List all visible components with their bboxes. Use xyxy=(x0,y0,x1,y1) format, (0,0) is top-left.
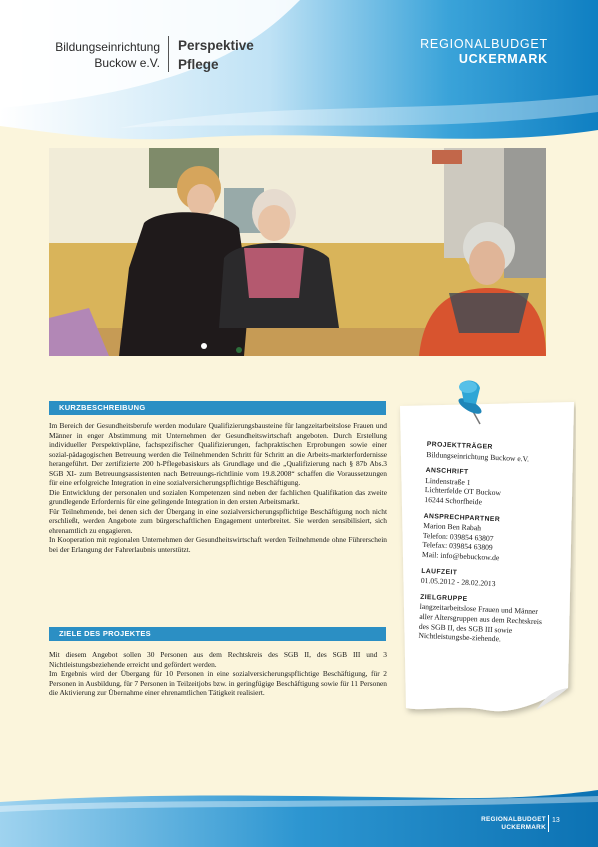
goals-paragraph-2: Im Ergebnis wird der Übergang für 10 Personen in eine sozialversicherungspflichtige Beschäftigung, für 2 Personen in Ausbildung, für 7 Personen in Teilzeitjobs bzw. in geringfügige Beschäftigung sowie für 11 Personen die Aktivierung zur Übernahme einer ehrenamtlichen Tätigkeit realisiert. xyxy=(49,669,387,697)
address-line-1: Lindenstraße 1 xyxy=(425,475,471,487)
project-title xyxy=(178,36,254,74)
contact-mail[interactable]: Mail: info@bebuckow.de xyxy=(421,549,500,563)
target-value: langzeitarbeitslose Frauen und Männer aller Altersgruppen aus dem Rechtskreis des SGB II, des SGB III sowie Nichtleistungsbe-ziehende. xyxy=(418,602,543,644)
organization-name xyxy=(55,39,160,71)
goals-text xyxy=(49,650,387,698)
carrier-value: Bildungseinrichtung Buckow e.V. xyxy=(426,449,530,464)
footer-brand-line-2: UCKERMARK xyxy=(501,824,546,831)
header-divider xyxy=(168,36,169,72)
summary-paragraph-3: Für Teilnehmende, bei denen sich der Übergang in eine sozialversicherungspflichtige Beschäftigung noch nicht erschließt, werden Angebote zum bürgerschaftlichen Engagement unterbreitet. Sie werden sensibilisiert, sich ehrenamtlich zu engagieren. xyxy=(49,506,387,535)
brand-line-2: UCKERMARK xyxy=(458,52,548,66)
term-label: LAUFZEIT xyxy=(421,567,458,576)
summary-heading: KURZBESCHREIBUNG xyxy=(49,401,386,415)
project-info xyxy=(418,440,557,646)
header-wave-background xyxy=(0,0,598,150)
contact-phone: Telefon: 039854 63807 xyxy=(422,530,494,543)
page-number: 13 xyxy=(552,817,560,824)
address-line-3: 16244 Schorfheide xyxy=(424,494,483,507)
contact-fax: Telefax: 039854 63809 xyxy=(422,540,493,553)
goals-heading: ZIELE DES PROJEKTES xyxy=(49,627,386,641)
address-label: ANSCHRIFT xyxy=(425,467,469,477)
project-photo xyxy=(49,148,546,356)
title-line-1: Perspektive xyxy=(178,38,254,53)
contact-label: ANSPRECHPARTNER xyxy=(423,512,501,523)
org-line-2: Buckow e.V. xyxy=(94,56,160,70)
address-line-2: Lichterfelde OT Buckow xyxy=(424,485,502,498)
term-value: 01.05.2012 - 28.02.2013 xyxy=(420,575,496,589)
summary-paragraph-1: Im Bereich der Gesundheitsberufe werden modulare Qualifizierungsbausteine für langzeitarbeitslose Frauen und Männer in enger Abstimmung mit Unternehmen der Gesundheitswirtschaft angeboten. Durch Erstellung individueller Perspektivpläne, fachspezifischer Qualifizierungen, fachpraktischen Erprobungen sowie einer sozial-pädagogischen Betreuung werden die Teilnehmenden Schritt für Schritt an die Arbeits-markterfordernisse herangeführt. Der zertifizierte 200 h-Pflegebasiskurs als Grundlage und die „Qualifizierung nach § 87b Abs.3 SGB XI- zum Betreuungsassistenten nach Betreuungs-richtlinie vom 19.8.2008“ schaffen die Voraussetzungen für eine erfolgreiche Integration in eine sozialversicherungspflichtige Beschäftigung. xyxy=(49,421,387,487)
footer-brand xyxy=(481,816,546,832)
footer-divider xyxy=(548,815,549,832)
summary-paragraph-2: Die Entwicklung der personalen und sozialen Kompetenzen sind neben der fachlichen Qualifikation das zweite grundlegende Erfordernis für eine gelingende Integration in den ersten Arbeitsmarkt. xyxy=(49,487,387,506)
brand-line-1: REGIONALBUDGET xyxy=(420,37,548,51)
summary-paragraph-4: In Kooperation mit regionalen Unternehmen der Gesundheitswirtschaft werden Teilnehmende ohne Führerschein bei der Erlangung der Fahrerlaubnis unterstützt. xyxy=(49,535,387,554)
org-line-1: Bildungseinrichtung xyxy=(55,40,160,54)
pushpin-icon xyxy=(450,378,500,428)
brand-logo xyxy=(420,37,548,67)
goals-paragraph-1: Mit diesem Angebot sollen 30 Personen aus dem Rechtskreis des SGB II, des SGB III und 3 Nichtleistungsbeziehende erreicht und gefördert werden. xyxy=(49,650,387,669)
summary-text xyxy=(49,421,387,554)
carrier-label: PROJEKTTRÄGER xyxy=(426,440,493,451)
target-label: ZIELGRUPPE xyxy=(419,593,468,603)
title-line-2: Pflege xyxy=(178,57,219,72)
contact-name: Marion Ben Rabah xyxy=(423,521,482,533)
footer-brand-line-1: REGIONALBUDGET xyxy=(481,816,546,823)
